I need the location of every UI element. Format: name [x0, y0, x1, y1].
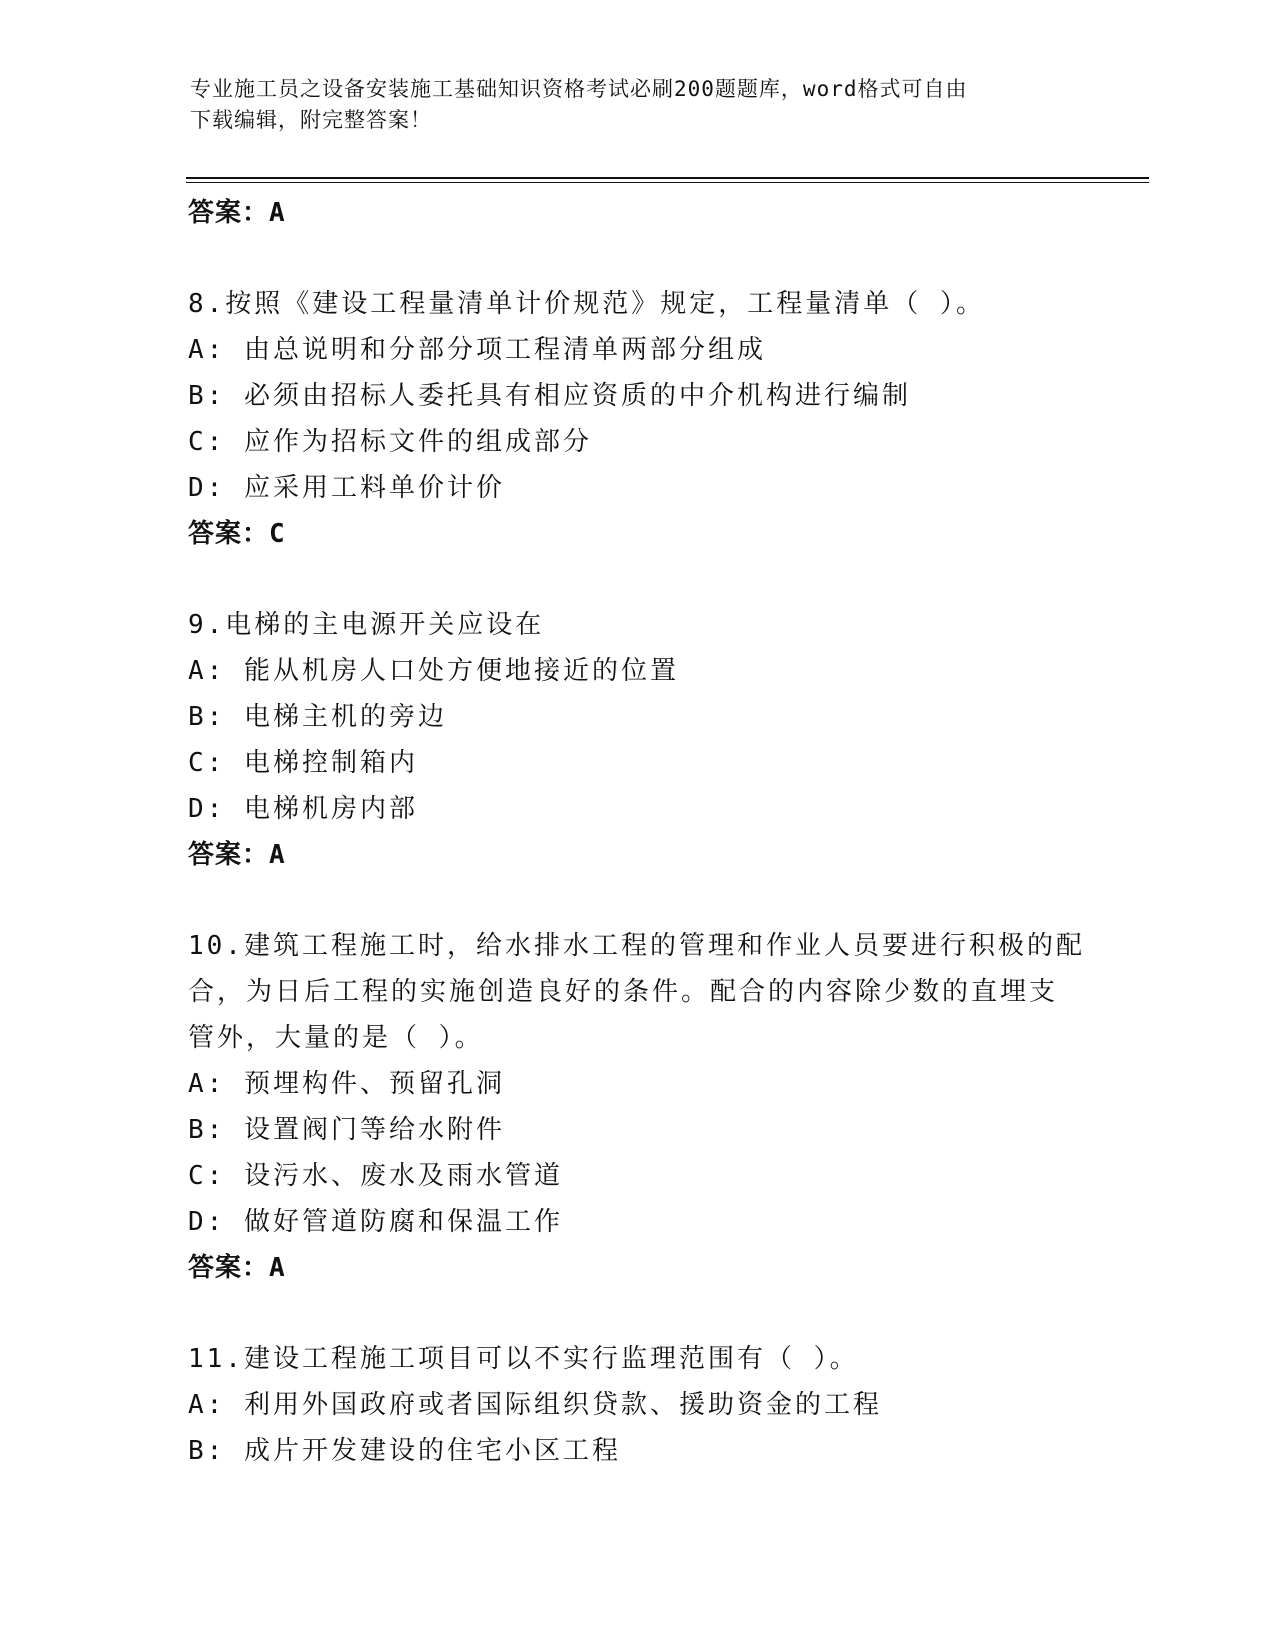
option-b: B: 设置阀门等给水附件 [188, 1115, 505, 1145]
answer-line: 答案：C [188, 519, 286, 549]
header-divider-thin [186, 182, 1149, 183]
answer-line: 答案：A [188, 1253, 286, 1283]
option-c: C: 电梯控制箱内 [188, 748, 418, 778]
option-a: A: 预埋构件、预留孔洞 [188, 1069, 505, 1099]
question-stem-line-1: 10.建筑工程施工时，给水排水工程的管理和作业人员要进行积极的配 [188, 931, 1085, 961]
spacer [188, 878, 1088, 923]
option-d: D: 应采用工料单价计价 [188, 473, 505, 503]
header-line-1: 专业施工员之设备安装施工基础知识资格考试必刷200题题库，word格式可自由 [190, 77, 968, 101]
answer-line: 答案：A [188, 840, 286, 870]
question-stem-line-2: 合，为日后工程的实施创造良好的条件。配合的内容除少数的直埋支 [188, 977, 1059, 1007]
spacer [188, 557, 1088, 602]
option-b: B: 成片开发建设的住宅小区工程 [188, 1436, 621, 1466]
option-b: B: 电梯主机的旁边 [188, 702, 447, 732]
option-d: D: 做好管道防腐和保温工作 [188, 1207, 563, 1237]
header-line-2: 下载编辑，附完整答案！ [190, 108, 432, 132]
spacer [188, 236, 1088, 281]
option-c: C: 设污水、废水及雨水管道 [188, 1161, 563, 1191]
question-block [188, 602, 1088, 878]
question-block [188, 281, 1088, 557]
question-list [188, 188, 1088, 1474]
option-b: B: 必须由招标人委托具有相应资质的中介机构进行编制 [188, 381, 911, 411]
question-stem: 11.建设工程施工项目可以不实行监理范围有（ ）。 [188, 1344, 859, 1374]
spacer [188, 1291, 1088, 1336]
answer-line: 答案：A [188, 198, 286, 228]
question-stem: 9.电梯的主电源开关应设在 [188, 610, 545, 640]
question-block [188, 923, 1088, 1291]
page-header [190, 74, 1090, 136]
question-stem: 8.按照《建设工程量清单计价规范》规定，工程量清单（ ）。 [188, 289, 985, 319]
question-stem-line-3: 管外，大量的是（ ）。 [188, 1023, 484, 1053]
option-c: C: 应作为招标文件的组成部分 [188, 427, 592, 457]
header-divider-thick [186, 177, 1149, 179]
question-block [188, 1336, 1088, 1474]
option-a: A: 能从机房人口处方便地接近的位置 [188, 656, 679, 686]
option-a: A: 由总说明和分部分项工程清单两部分组成 [188, 335, 766, 365]
option-d: D: 电梯机房内部 [188, 794, 418, 824]
option-a: A: 利用外国政府或者国际组织贷款、援助资金的工程 [188, 1390, 882, 1420]
